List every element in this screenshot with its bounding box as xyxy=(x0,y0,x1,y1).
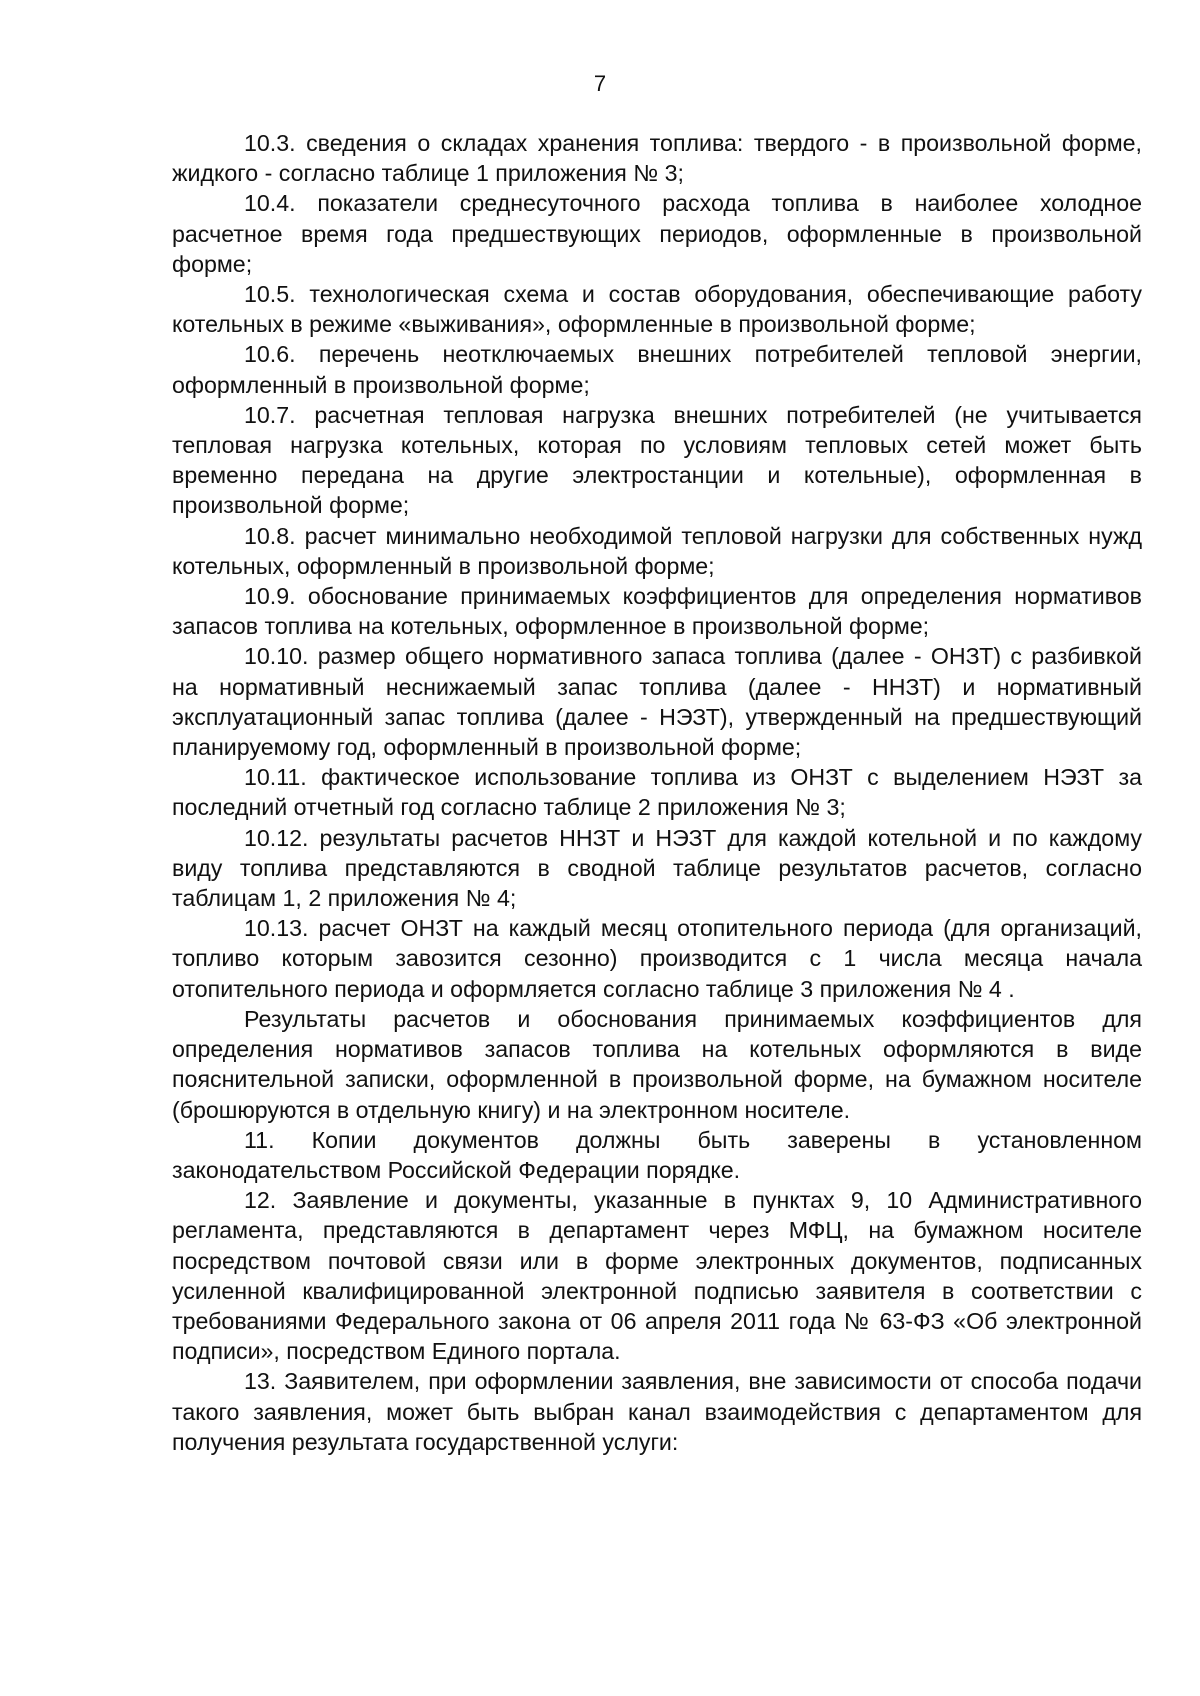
paragraph-results: Результаты расчетов и обоснования принимаемых коэффициентов для определения нормативов запасов топлива на котельных оформляются в виде пояснительной записки, оформленной в произвольной форме, на бумажном носителе (брошюруются в отдельную книгу) и на электронном носителе. xyxy=(172,1005,1142,1123)
paragraph-10-3: 10.3. сведения о складах хранения топлива: твердого - в произвольной форме, жидкого - согласно таблице 1 приложения № 3; xyxy=(172,130,1142,187)
paragraph-10-11: 10.11. фактическое использование топлива из ОНЗТ с выделением НЭЗТ за последний отчетный год согласно таблице 2 приложения № 3; xyxy=(172,764,1142,821)
paragraph-10-7: 10.7. расчетная тепловая нагрузка внешних потребителей (не учитывается тепловая нагрузка котельных, которая по условиям тепловых сетей может быть временно передана на другие электростанции и котельные), оформленная в произвольной форме; xyxy=(172,401,1142,519)
paragraph-13: 13. Заявителем, при оформлении заявления, вне зависимости от способа подачи такого заявления, может быть выбран канал взаимодействия с департаментом для получения результата государственной услуги: xyxy=(172,1368,1142,1455)
paragraph-10-6: 10.6. перечень неотключаемых внешних потребителей тепловой энергии, оформленный в произвольной форме; xyxy=(172,341,1142,398)
paragraph-10-4: 10.4. показатели среднесуточного расхода топлива в наиболее холодное расчетное время года предшествующих периодов, оформленные в произвольной форме; xyxy=(172,190,1142,277)
paragraph-12: 12. Заявление и документы, указанные в пунктах 9, 10 Административного регламента, представляются в департамент через МФЦ, на бумажном носителе посредством почтовой связи или в форме электронных документов, подписанных усиленной квалифицированной электронной подписью заявителя в соответствии с требованиями Федерального закона от 06 апреля 2011 года № 63-ФЗ «Об электронной подписи», посредством Единого портала. xyxy=(172,1187,1142,1365)
paragraph-10-13: 10.13. расчет ОНЗТ на каждый месяц отопительного периода (для организаций, топливо которым завозится сезонно) производится с 1 числа месяца начала отопительного периода и оформляется согласно таблице 3 приложения № 4 . xyxy=(172,915,1142,1002)
paragraph-10-10: 10.10. размер общего нормативного запаса топлива (далее - ОНЗТ) с разбивкой на нормативный неснижаемый запас топлива (далее - ННЗТ) и нормативный эксплуатационный запас топлива (далее - НЭЗТ), утвержденный на предшествующий планируемому год, оформленный в произвольной форме; xyxy=(172,643,1142,761)
paragraph-10-12: 10.12. результаты расчетов ННЗТ и НЭЗТ для каждой котельной и по каждому виду топлива представляются в сводной таблице результатов расчетов, согласно таблицам 1, 2 приложения № 4; xyxy=(172,824,1142,912)
paragraph-10-5: 10.5. технологическая схема и состав оборудования, обеспечивающие работу котельных в режиме «выживания», оформленные в произвольной форме; xyxy=(172,281,1142,338)
document-body xyxy=(172,128,1142,1457)
paragraph-11: 11. Копии документов должны быть заверены в установленном законодательством Российской Федерации порядке. xyxy=(172,1126,1142,1183)
page-number: 7 xyxy=(593,71,607,96)
paragraph-10-9: 10.9. обоснование принимаемых коэффициентов для определения нормативов запасов топлива на котельных, оформленное в произвольной форме; xyxy=(172,583,1142,640)
paragraph-10-8: 10.8. расчет минимально необходимой тепловой нагрузки для собственных нужд котельных, оформленный в произвольной форме; xyxy=(172,522,1142,579)
